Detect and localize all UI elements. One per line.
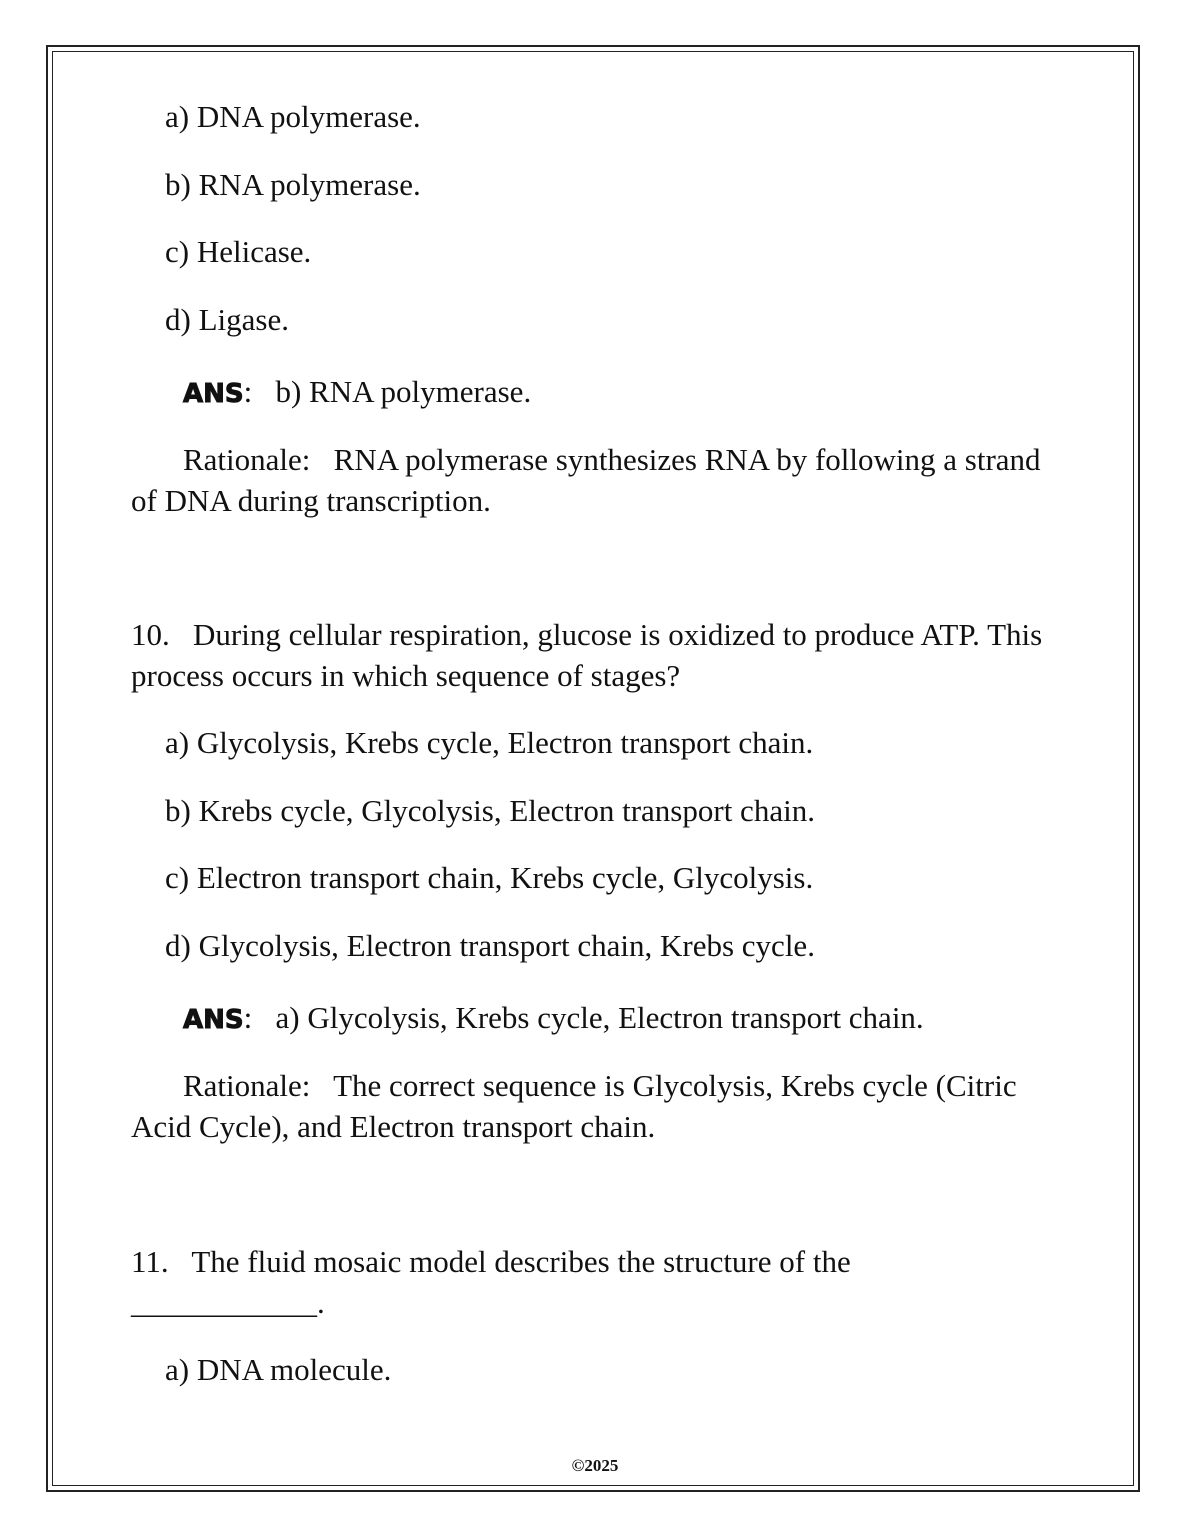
q10-number: 10.	[131, 617, 170, 652]
q9-answer: ANS: b) RNA polymerase.	[183, 374, 532, 409]
q9-answer-label: ANS	[183, 379, 244, 409]
q9-rationale	[131, 439, 1066, 521]
q10-option-c: c) Electron transport chain, Krebs cycle, Glycolysis.	[165, 860, 814, 895]
q9-rationale-text: RNA polymerase synthesizes RNA by following a strand of DNA during transcription.	[131, 442, 1041, 518]
q10-answer-text: a) Glycolysis, Krebs cycle, Electron transport chain.	[275, 1000, 924, 1035]
q9-option-c: c) Helicase.	[165, 234, 312, 269]
q9-option-d: d) Ligase.	[165, 302, 289, 337]
q9-rationale-label: Rationale:	[183, 442, 311, 477]
q10-rationale-text: The correct sequence is Glycolysis, Krebs cycle (Citric Acid Cycle), and Electron transport chain.	[131, 1068, 1017, 1144]
q10-option-b: b) Krebs cycle, Glycolysis, Electron transport chain.	[165, 793, 815, 828]
q9-answer-text: b) RNA polymerase.	[275, 374, 532, 409]
q10-rationale-label: Rationale:	[183, 1068, 311, 1103]
q10-option-d: d) Glycolysis, Electron transport chain, Krebs cycle.	[165, 928, 815, 963]
copyright-footer: ©2025	[571, 1456, 619, 1475]
q10-question-text: During cellular respiration, glucose is oxidized to produce ATP. This process occurs in which sequence of stages?	[131, 617, 1043, 693]
q10-question	[131, 614, 1066, 696]
q9-option-b: b) RNA polymerase.	[165, 167, 421, 202]
q10-answer-label: ANS	[183, 1005, 244, 1035]
q11-option-a: a) DNA molecule.	[165, 1352, 392, 1387]
q9-option-a: a) DNA polymerase.	[165, 99, 421, 134]
q10-answer: ANS: a) Glycolysis, Krebs cycle, Electron transport chain.	[183, 1000, 924, 1035]
q11-question-text: The fluid mosaic model describes the structure of the ____________.	[131, 1244, 851, 1320]
q11-number: 11.	[131, 1244, 169, 1279]
q10-option-a: a) Glycolysis, Krebs cycle, Electron transport chain.	[165, 725, 814, 760]
q11-question	[131, 1241, 961, 1323]
q10-rationale	[131, 1065, 1066, 1147]
